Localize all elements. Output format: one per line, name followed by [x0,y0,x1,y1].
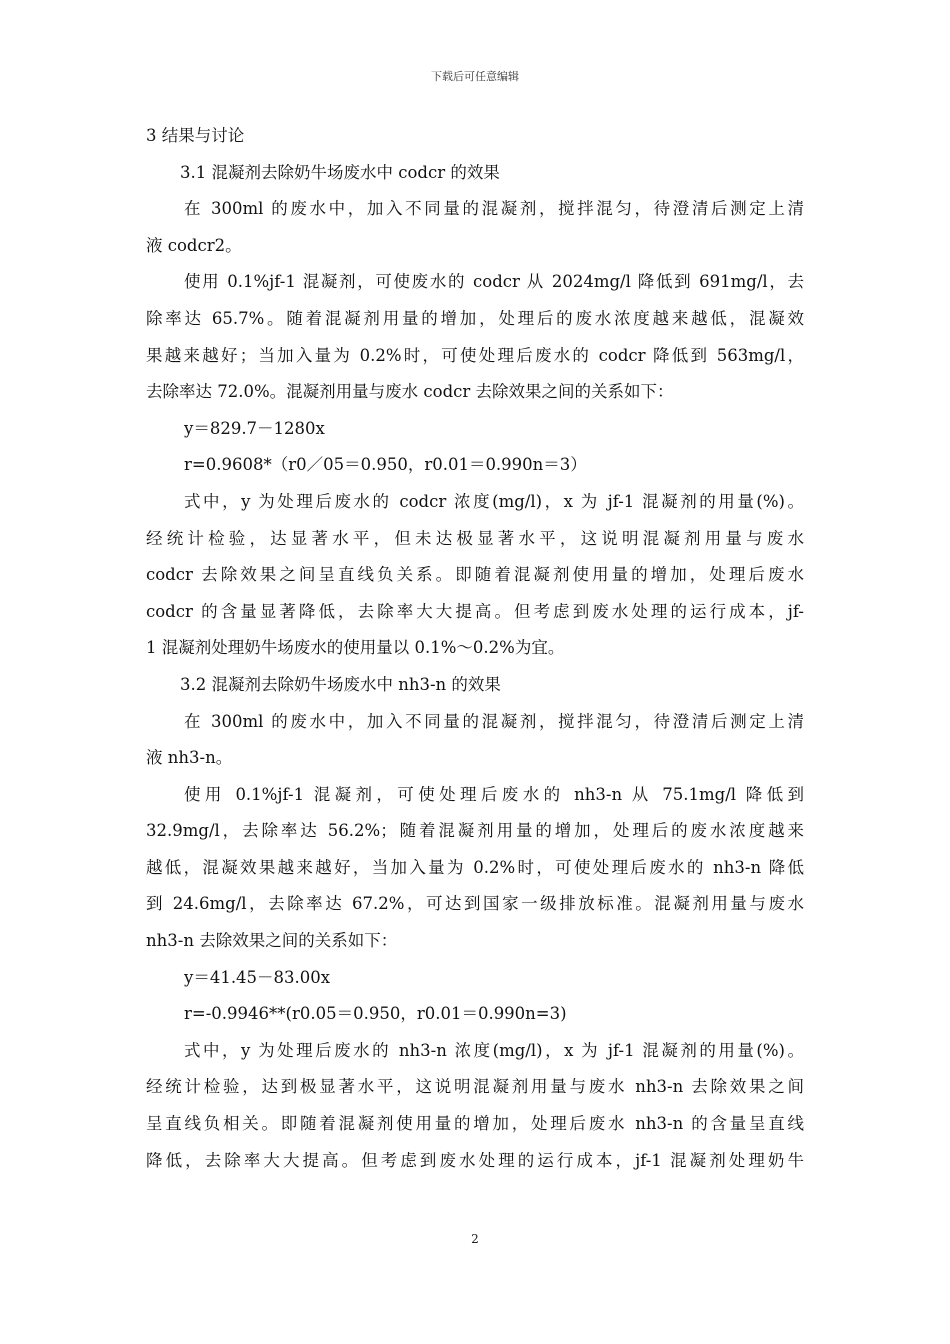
paragraph-line: 除率达 65.7%。随着混凝剂用量的增加，处理后的废水浓度越来越低，混凝效 [146,308,804,328]
formula-line: r=-0.9946**(r0.05＝0.950，r0.01＝0.990n=3) [184,1004,567,1024]
paragraph-line: 液 codcr2。 [146,235,242,255]
paragraph-line: 使用 0.1%jf-1 混凝剂，可使处理后废水的 nh3-n 从 75.1mg/l 降低到 [184,784,804,804]
subsection-heading: 3.1 混凝剂去除奶牛场废水中 codcr 的效果 [180,162,500,182]
formula-line: y＝829.7－1280x [184,418,325,438]
paragraph-line: 降低，去除率大大提高。但考虑到废水处理的运行成本，jf-1 混凝剂处理奶牛 [146,1150,804,1170]
paragraph-line: 经统计检验，达到极显著水平，这说明混凝剂用量与废水 nh3-n 去除效果之间 [146,1077,804,1097]
subsection-heading: 3.2 混凝剂去除奶牛场废水中 nh3-n 的效果 [180,674,501,694]
paragraph-line: 去除率达 72.0%。混凝剂用量与废水 codcr 去除效果之间的关系如下： [146,382,674,402]
paragraph-line: 呈直线负相关。即随着混凝剂使用量的增加，处理后废水 nh3-n 的含量呈直线 [146,1114,804,1134]
paragraph-line: 32.9mg/l，去除率达 56.2%；随着混凝剂用量的增加，处理后的废水浓度越来 [146,821,804,841]
paragraph-line: 在 300ml 的废水中，加入不同量的混凝剂，搅拌混匀，待澄清后测定上清 [184,199,804,219]
paragraph-line: 经统计检验，达显著水平，但未达极显著水平，这说明混凝剂用量与废水 [146,528,804,548]
paragraph-line: codcr 去除效果之间呈直线负关系。即随着混凝剂使用量的增加，处理后废水 [146,565,804,585]
paragraph-line: 果越来越好；当加入量为 0.2%时，可使处理后废水的 codcr 降低到 563mg/l， [146,345,804,365]
formula-line: r=0.9608*（r0／05＝0.950，r0.01＝0.990n＝3） [184,455,587,475]
paragraph-line: codcr 的含量显著降低，去除率大大提高。但考虑到废水处理的运行成本，jf- [146,601,804,621]
section-heading: 3 结果与讨论 [146,126,245,145]
paragraph-line: nh3-n 去除效果之间的关系如下： [146,931,398,951]
paragraph-line: 在 300ml 的废水中，加入不同量的混凝剂，搅拌混匀，待澄清后测定上清 [184,711,804,731]
paragraph-line: 液 nh3-n。 [146,748,233,768]
page-number: 2 [471,1232,479,1246]
paragraph-line: 式中，y 为处理后废水的 nh3-n 浓度(mg/l)，x 为 jf-1 混凝剂的用量(%)。 [184,1040,804,1060]
document-body [146,118,804,1179]
paragraph-line: 到 24.6mg/l，去除率达 67.2%，可达到国家一级排放标准。混凝剂用量与废水 [146,894,804,914]
paragraph-line: 使用 0.1%jf-1 混凝剂，可使废水的 codcr 从 2024mg/l 降低到 691mg/l，去 [184,272,804,292]
page-header: 下载后可任意编辑 [431,70,519,83]
paragraph-line: 式中，y 为处理后废水的 codcr 浓度(mg/l)，x 为 jf-1 混凝剂的用量(%)。 [184,491,804,511]
paragraph-line: 1 混凝剂处理奶牛场废水的使用量以 0.1%～0.2%为宜。 [146,638,565,658]
formula-line: y＝41.45－83.00x [184,967,331,987]
paragraph-line: 越低，混凝效果越来越好，当加入量为 0.2%时，可使处理后废水的 nh3-n 降低 [146,857,804,877]
